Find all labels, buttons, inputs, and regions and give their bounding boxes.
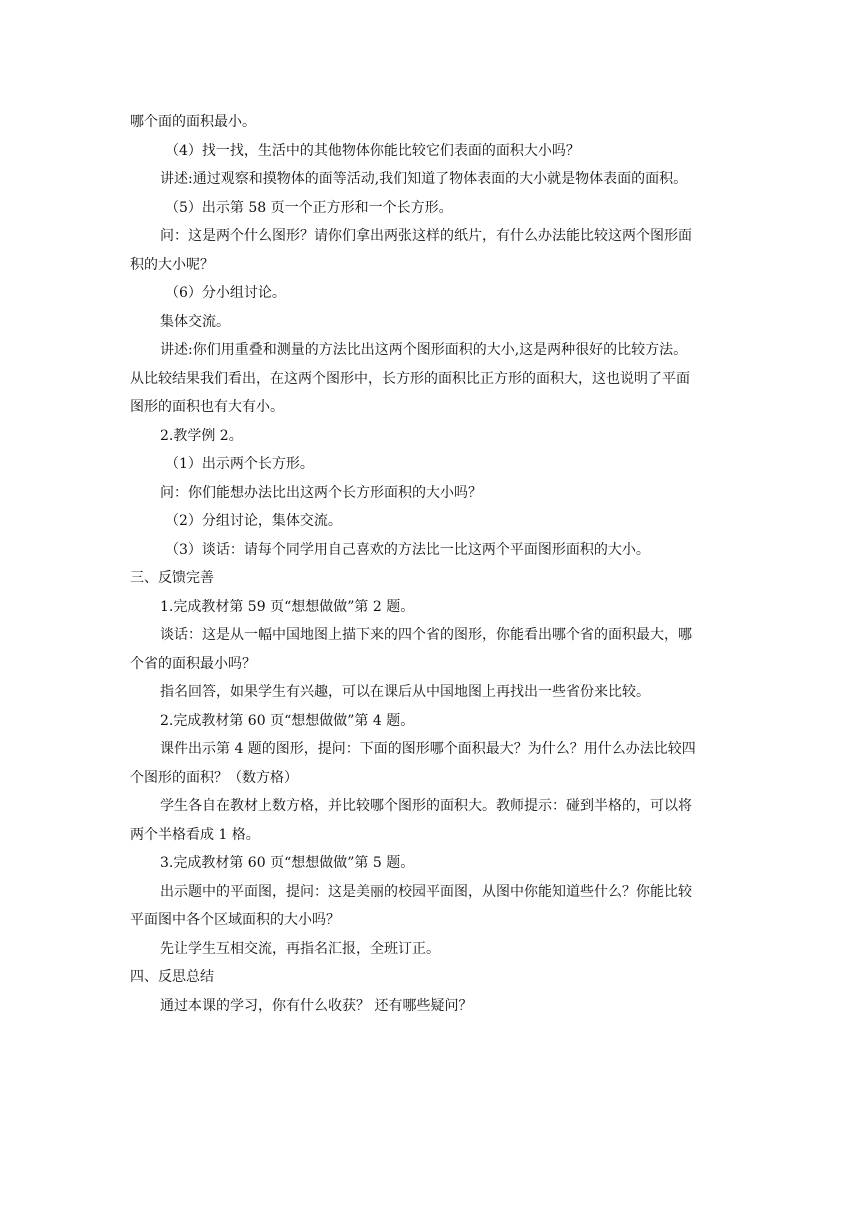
text-line: 学生各自在教材上数方格，并比较哪个图形的面积大。教师提示：碰到半格的，可以将 <box>160 798 692 814</box>
text-line: 积的大小呢？ <box>130 256 214 273</box>
text-line: 课件出示第 4 题的图形，提问：下面的图形哪个面积最大？为什么？用什么办法比较四 <box>160 741 696 757</box>
text-line: （4）找一找，生活中的其他物体你能比较它们表面的面积大小吗？ <box>165 142 580 159</box>
text-line: 两个半格看成 1 格。 <box>130 826 260 843</box>
text-line: 先让学生互相交流，再指名汇报，全班订正。 <box>160 940 440 957</box>
section-subheading: 2.教学例 2。 <box>160 427 243 444</box>
text-line: 哪个面的面积最小。 <box>130 114 256 130</box>
section-subheading: 2.完成教材第 60 页“想想做做”第 4 题。 <box>160 712 415 729</box>
text-line: 谈话：这是从一幅中国地图上描下来的四个省的图形，你能看出哪个省的面积最大，哪 <box>160 627 692 643</box>
text-line: （5）出示第 58 页一个正方形和一个长方形。 <box>165 199 453 216</box>
text-line: （6）分小组讨论。 <box>165 285 286 301</box>
text-line: 出示题中的平面图，提问：这是美丽的校园平面图，从图中你能知道些什么？你能比较 <box>160 883 692 900</box>
document-body <box>130 113 732 1015</box>
text-line: 问：你们能想办法比出这两个长方形面积的大小吗？ <box>160 484 482 501</box>
text-line: 个图形的面积？（数方格） <box>130 769 298 786</box>
text-line: （1）出示两个长方形。 <box>165 456 314 472</box>
text-line: 讲述:通过观察和摸物体的面等活动,我们知道了物体表面的大小就是物体表面的面积。 <box>160 171 688 187</box>
text-line: 个省的面积最小吗？ <box>130 655 256 672</box>
text-line: （3）谈话：请每个同学用自己喜欢的方法比一比这两个平面图形面积的大小。 <box>165 541 650 558</box>
text-line: 图形的面积也有大有小。 <box>130 399 284 415</box>
section-subheading: 3.完成教材第 60 页“想想做做”第 5 题。 <box>160 855 415 871</box>
text-line: （2）分组讨论，集体交流。 <box>165 513 342 529</box>
text-line: 问：这是两个什么图形？请你们拿出两张这样的纸片，有什么办法能比较这两个图形面 <box>160 228 692 244</box>
text-line: 集体交流。 <box>160 313 230 330</box>
section-heading: 三、反馈完善 <box>130 570 214 586</box>
text-line: 指名回答，如果学生有兴趣，可以在课后从中国地图上再找出一些省份来比较。 <box>160 684 650 700</box>
text-line: 从比较结果我们看出，在这两个图形中，长方形的面积比正方形的面积大，这也说明了平面 <box>130 370 690 387</box>
text-line: 平面图中各个区域面积的大小吗？ <box>130 912 340 928</box>
section-subheading: 1.完成教材第 59 页“想想做做”第 2 题。 <box>160 598 415 615</box>
text-line: 通过本课的学习，你有什么收获？ 还有哪些疑问？ <box>160 997 473 1014</box>
text-line: 讲述:你们用重叠和测量的方法比出这两个图形面积的大小,这是两种很好的比较方法。 <box>160 342 688 358</box>
section-heading: 四、反思总结 <box>130 969 214 985</box>
